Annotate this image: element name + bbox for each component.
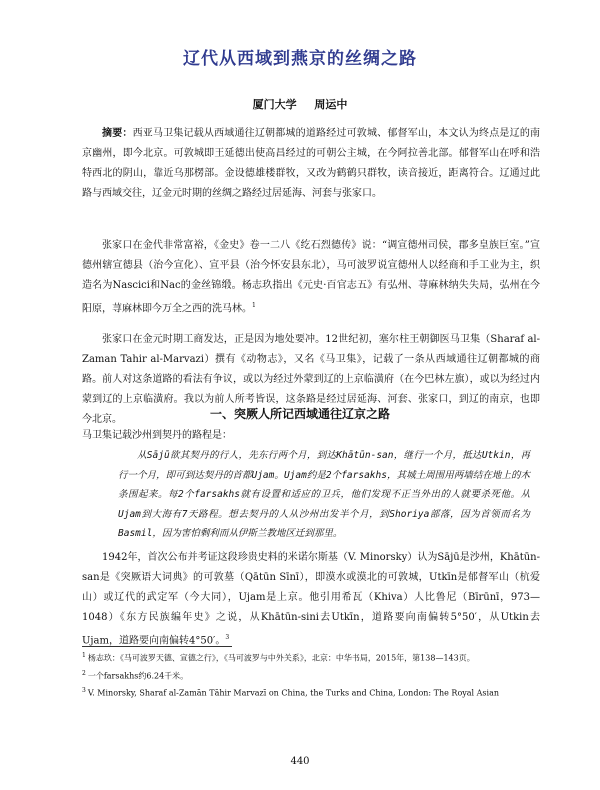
paragraph-text: 1942年，首次公布并考证这段珍贵史料的米诺尔斯基（V. Minorsky）认为Sājū是沙州，Khātūn-san是《突厥语大词典》的可敦墓（Qātūn Sīnī），即漠水或漠北的可敦城，Utkīn是郁督军山（杭爱山）或辽代的武定军（今大同），Ujam是上京。他引用希瓦（Khiva）人比鲁尼（Bīrūnī，973—1048）《东方民族编年史》之说，从Khātūn-sini去Utkīn，道路要向南偏转5°50′，从Utkin去Ujam，道路要向南偏转4°50′。 bbox=[82, 552, 540, 647]
author-line bbox=[0, 96, 600, 112]
footnote-1: $^1$ 杨志玖：《马可波罗天德、宣德之行》，《马可波罗与中外关系》，北京：中华书局，2015年，第138—143页。 bbox=[82, 652, 475, 663]
abstract bbox=[82, 124, 540, 204]
footnote-ref[interactable]: 3 bbox=[225, 634, 230, 641]
footnote-2: $^2$ 一个farsakhs约6.24千米。 bbox=[82, 669, 189, 681]
page-number: 440 bbox=[290, 756, 310, 767]
footnote-ref[interactable]: 1 bbox=[252, 302, 256, 309]
author-affiliation: 厦门大学 bbox=[252, 98, 297, 111]
author-name: 周运中 bbox=[314, 98, 348, 111]
body-paragraph-3 bbox=[82, 548, 540, 651]
paper-title: 辽代从西域到燕京的丝绸之路 bbox=[183, 49, 417, 69]
abstract-label: 摘要： bbox=[102, 128, 133, 139]
abstract-text: 西亚马卫集记载从西域通往辽朝都城的道路经过可敦城、郁督军山，本文认为终点是辽的南京幽州，即今北京。可敦城即王延德出使高昌经过的可朝公主城，在今阿拉善北部。郁督军山在呼和浩特西北的阴山，靠近乌那楞部。金设德雄楼群牧，又改为鹤鹤只群牧，读音接近，距离符合。辽通过此路与西域交往，辽金元时期的丝绸之路经过居延海、河套与张家口。 bbox=[82, 128, 541, 199]
section-heading: 一、突厥人所记西域通往辽京之路 bbox=[209, 407, 390, 421]
footnote-3: $^3$ V. Minorsky, Sharaf al-Zamān Tāhir Marvazī on China, the Turks and China, London: The Royal Asian bbox=[82, 687, 500, 698]
footnotes bbox=[82, 650, 540, 703]
block-quote: 从Sājū欲其契丹的行人，先东行两个月，到达Khātūn-san，继行一个月，抵达Utkin，再行一个月，即可到达契丹的首都Ujam。Ujam约是2个farsakhs，其城土周围用两墙结在地上的木条围起来。每2个farsakhs就有设置和适应的卫兵，他们发现不正当外出的人就要杀死他。从Ujam到大海有7天路程。想去契丹的人从沙州出发半个月，到Shoriya部落，因为首领而名为Basmil，因为害怕剩利而从伊斯兰教地区迁到那里。 bbox=[118, 450, 530, 539]
paragraph-text: 张家口在金代非常富裕，《金史》卷一二八《纥石烈德传》说：“调宣德州司侯，郡多皇族巨室。”宣德州辖宣德县（治今宣化）、宣平县（治今怀安县东北），马可波罗说宣德州人以经商和手工业为主，织造名为Nascici和Nac的金丝锦缎。杨志玖指出《元史·百官志五》有弘州、荨麻林纳失失局，弘州在今阳原，荨麻林即今万全之西的洗马林。 bbox=[82, 240, 540, 315]
paragraph-text: 张家口在金元时期工商发达，正是因为地处要冲。12世纪初，塞尔柱王朝御医马卫集（Sharaf al-Zaman Tahir al-Marvazi）撰有《动物志》，又名《马卫集》，记载了一条从西域通往辽朝都城的商路。前人对这条道路的看法有争议，或以为经过外蒙到辽的上京临潢府（在今巴林左旗），或以为经过内蒙到辽的上京临潢府。我以为前人所考皆误，这条路是经过居延海、河套、张家口，到辽的南京，也即今北京。 bbox=[82, 334, 540, 425]
quote-intro: 马卫集记载沙州到契丹的路程是： bbox=[82, 430, 232, 441]
body-paragraph-1 bbox=[82, 236, 540, 319]
footnote-divider bbox=[82, 646, 232, 647]
